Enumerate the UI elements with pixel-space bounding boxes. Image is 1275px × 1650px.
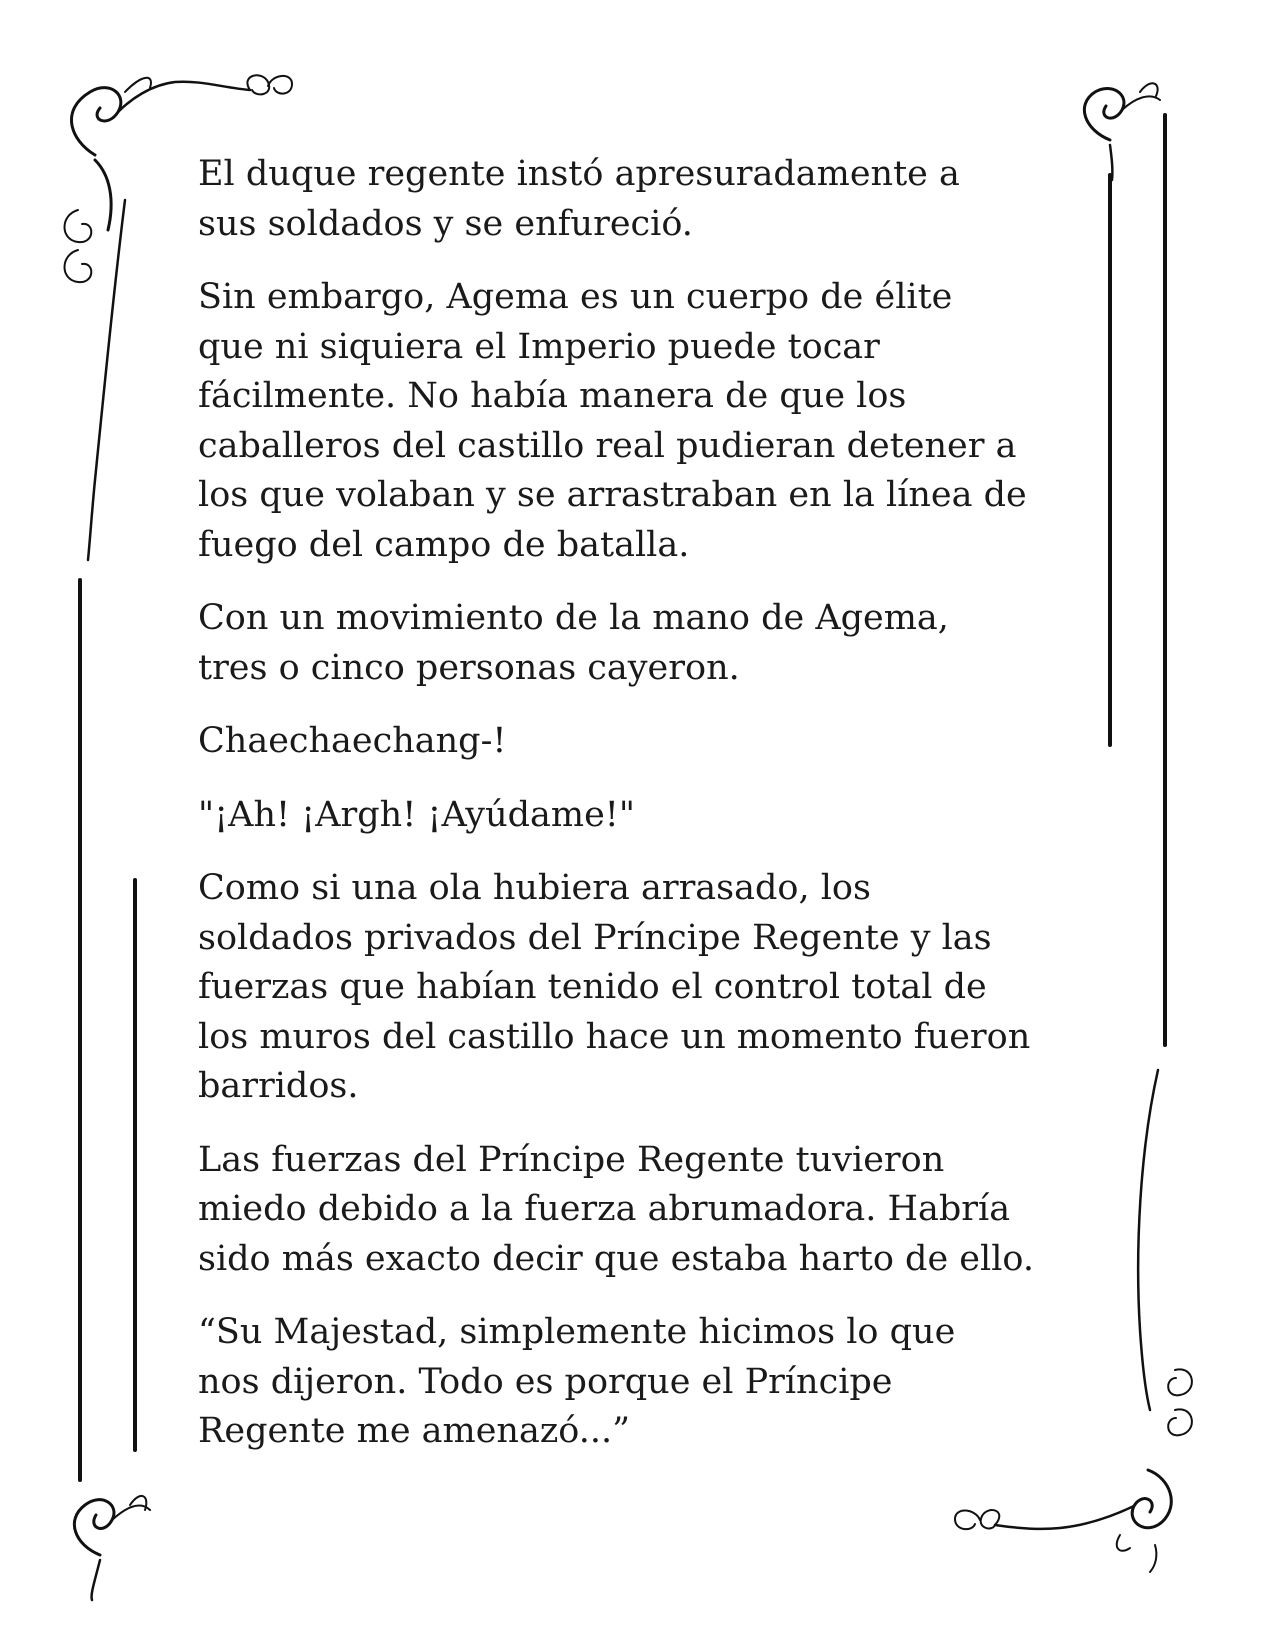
text-line: tres o cinco personas cayeron. bbox=[198, 647, 740, 688]
text-line: El duque regente instó apresuradamente a bbox=[198, 154, 960, 194]
text-line: “Su Majestad, simplemente hicimos lo que bbox=[198, 1312, 956, 1352]
paragraph-6 bbox=[176, 864, 1076, 1112]
paragraph-7 bbox=[176, 1136, 1076, 1285]
text-line: sus soldados y se enfureció. bbox=[198, 203, 693, 244]
text-line: Regente me amenazó...” bbox=[198, 1411, 630, 1451]
text-line: soldados privados del Príncipe Regente y las bbox=[198, 917, 992, 958]
paragraph-3 bbox=[176, 594, 1076, 693]
paragraph-8 bbox=[176, 1308, 1076, 1457]
paragraph-1 bbox=[176, 150, 1076, 249]
text-line: Sin embargo, Agema es un cuerpo de élite bbox=[198, 277, 953, 317]
text-line: nos dijeron. Todo es porque el Príncipe bbox=[198, 1361, 893, 1402]
text-line: "¡Ah! ¡Argh! ¡Ayúdame!" bbox=[198, 794, 635, 835]
paragraph-4 bbox=[176, 717, 1076, 767]
text-line: fuego del campo de batalla. bbox=[198, 524, 690, 565]
text-line: Las fuerzas del Príncipe Regente tuvieron bbox=[198, 1139, 945, 1180]
text-line: Chaechaechang-! bbox=[198, 721, 507, 761]
text-line: Como si una ola hubiera arrasado, los bbox=[198, 868, 871, 908]
text-line: miedo debido a la fuerza abrumadora. Habría bbox=[198, 1189, 1011, 1229]
text-line: barridos. bbox=[198, 1066, 359, 1106]
text-line: fuerzas que habían tenido el control total de bbox=[198, 967, 987, 1007]
text-line: fácilmente. No había manera de que los bbox=[198, 376, 907, 416]
flourish-bottom-left-icon bbox=[74, 1496, 150, 1600]
text-line: los que volaban y se arrastraban en la línea de bbox=[198, 475, 1027, 515]
text-line: Con un movimiento de la mano de Agema, bbox=[198, 598, 949, 638]
text-line: caballeros del castillo real pudieran detener a bbox=[198, 425, 1017, 466]
paragraph-5 bbox=[176, 791, 1076, 841]
page-text bbox=[176, 150, 1076, 1481]
text-line: sido más exacto decir que estaba harto de ello. bbox=[198, 1238, 1034, 1279]
paragraph-2 bbox=[176, 273, 1076, 570]
flourish-top-right-icon bbox=[1084, 83, 1160, 180]
text-line: que ni siquiera el Imperio puede tocar bbox=[198, 326, 880, 367]
text-line: los muros del castillo hace un momento fueron bbox=[198, 1016, 1031, 1057]
